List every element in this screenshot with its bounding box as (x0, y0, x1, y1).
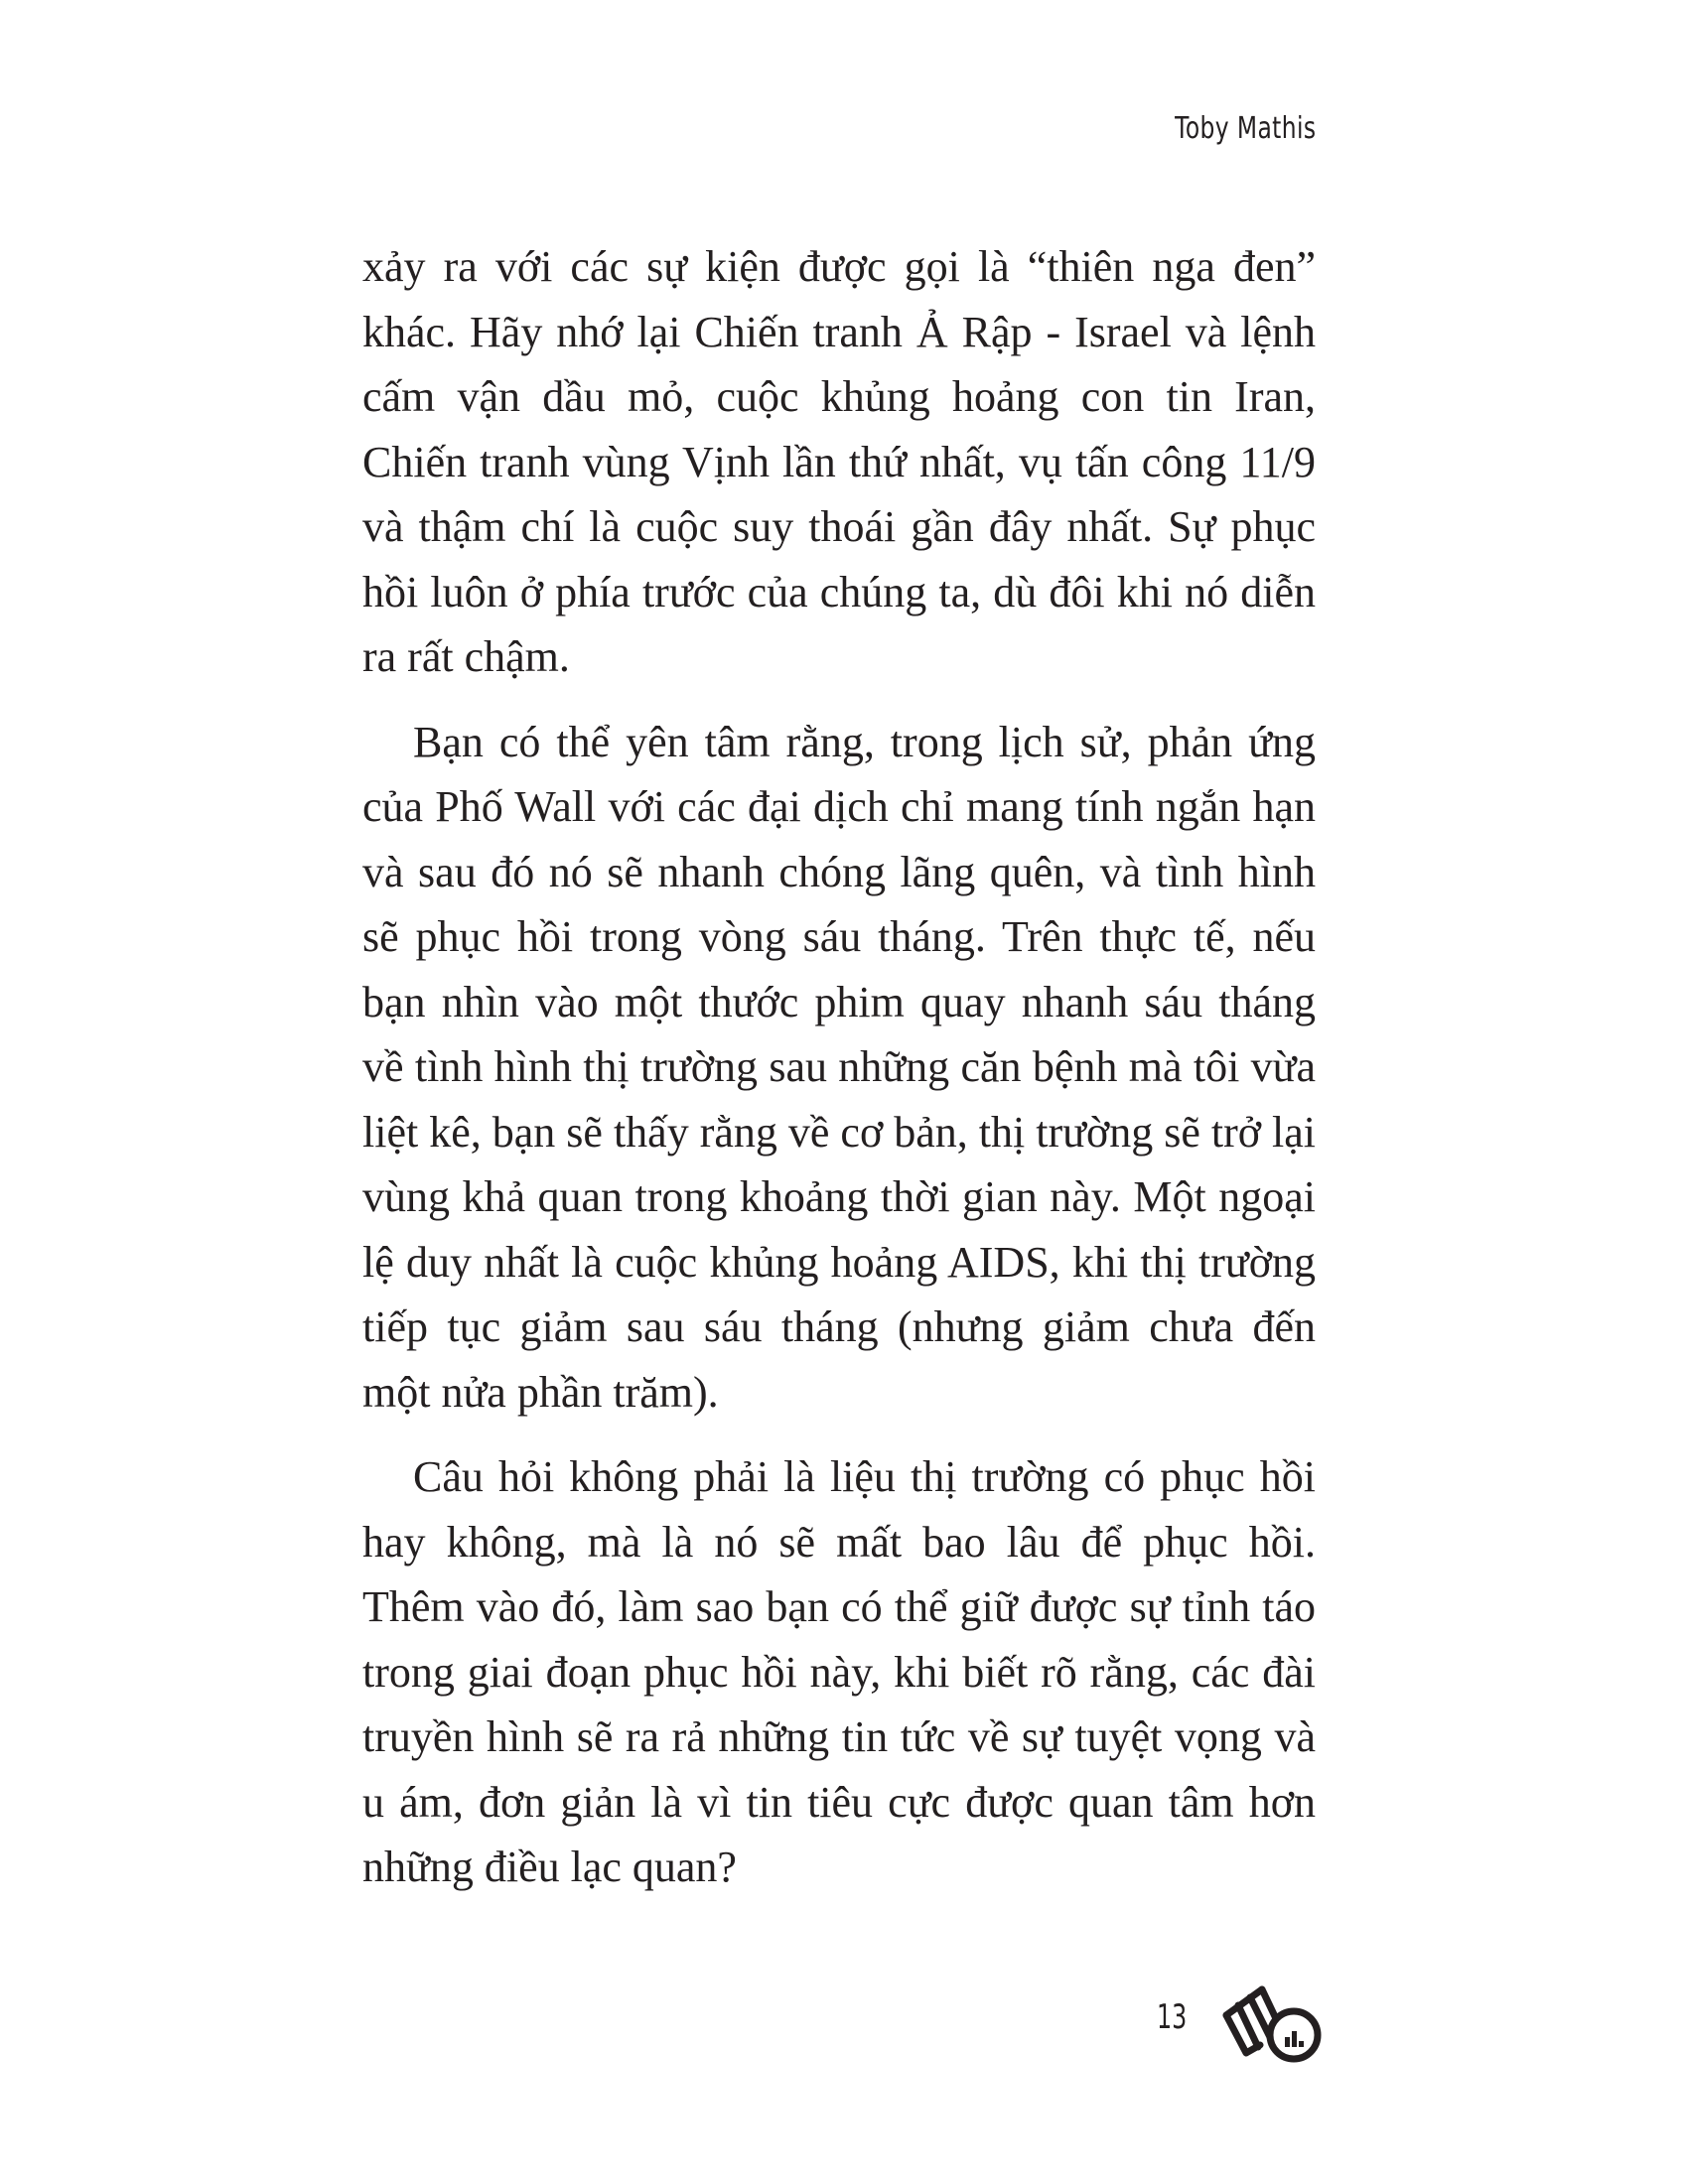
running-header-author: Toby Mathis (1174, 111, 1316, 146)
paragraph-3: Câu hỏi không phải là liệu thị trường có phục hồi hay không, mà là nó sẽ mất bao lâu để phục hồi. Thêm vào đó, làm sao bạn có thể giữ được sự tỉnh táo trong giai đoạn phục hồi này, khi biết rõ rằng, các đài truyền hình sẽ ra rả những tin tức về sự tuyệt vọng và u ám, đơn giản là vì tin tiêu cực được quan tâm hơn những điều lạc quan? (362, 1452, 1316, 1891)
paragraph-2: Bạn có thể yên tâm rằng, trong lịch sử, phản ứng của Phố Wall với các đại dịch chỉ mang tính ngắn hạn và sau đó nó sẽ nhanh chóng lãng quên, và tình hình sẽ phục hồi trong vòng sáu tháng. Trên thực tế, nếu bạn nhìn vào một thước phim quay nhanh sáu tháng về tình hình thị trường sau những căn bệnh mà tôi vừa liệt kê, bạn sẽ thấy rằng về cơ bản, thị trường sẽ trở lại vùng khả quan trong khoảng thời gian này. Một ngoại lệ duy nhất là cuộc khủng hoảng AIDS, khi thị trường tiếp tục giảm sau sáu tháng (nhưng giảm chưa đến một nửa phần trăm). (362, 717, 1316, 1417)
page-number: 13 (1157, 1997, 1188, 2037)
paragraph-1: xảy ra với các sự kiện được gọi là “thiên nga đen” khác. Hãy nhớ lại Chiến tranh Ả Rập - Israel và lệnh cấm vận dầu mỏ, cuộc khủng hoảng con tin Iran, Chiến tranh vùng Vịnh lần thứ nhất, vụ tấn công 11/9 và thậm chí là cuộc suy thoái gần đây nhất. Sự phục hồi luôn ở phía trước của chúng ta, dù đôi khi nó diễn ra rất chậm. (362, 242, 1316, 681)
body-text (362, 234, 1316, 1920)
book-chart-logo-icon (1216, 1976, 1331, 2070)
page-footer (1157, 1976, 1336, 2070)
